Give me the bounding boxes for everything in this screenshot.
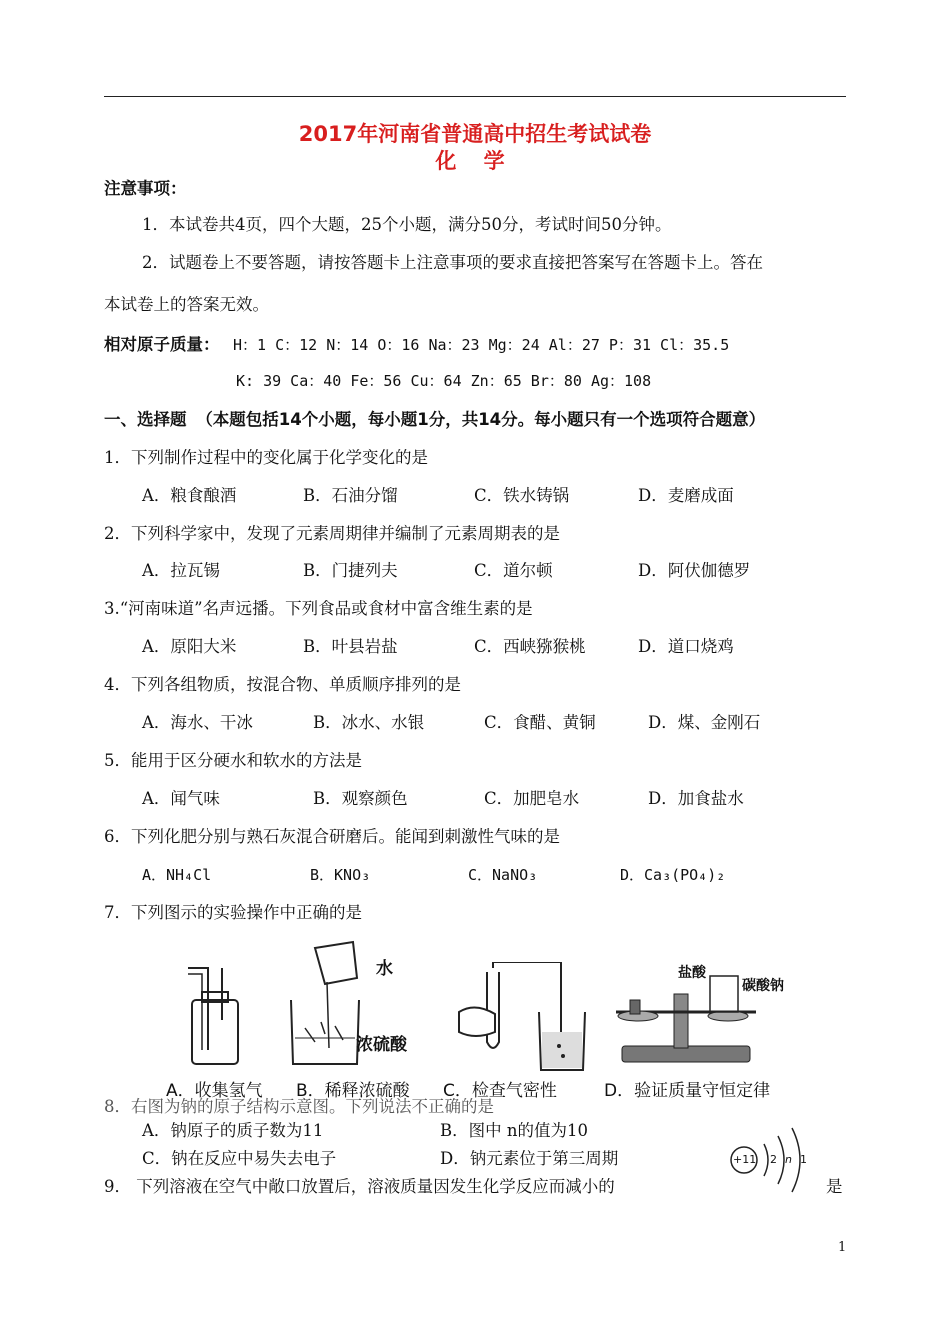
q4-option-a: A．海水、干冰: [142, 713, 253, 732]
q5-option-b: B．观察颜色: [313, 789, 408, 808]
q7-option-c: C．检查气密性: [443, 1081, 557, 1101]
q1-option-b: B．石油分馏: [303, 486, 398, 505]
q2-option-a: A．拉瓦锡: [142, 561, 220, 580]
q5-stem: 5．能用于区分硬水和软水的方法是: [104, 751, 362, 770]
balance-figure: [612, 968, 757, 1066]
q5-option-d: D．加食盐水: [648, 789, 744, 808]
q8-option-d: D．钠元素位于第三周期: [440, 1149, 619, 1168]
q6-option-d: D．Ca₃(PO₄)₂: [620, 866, 726, 884]
q2-option-c: C．道尔顿: [474, 561, 553, 580]
q5-option-a: A．闻气味: [142, 789, 220, 808]
q7-option-b: B．稀释浓硫酸: [296, 1081, 410, 1101]
q4-option-c: C．食醋、黄铜: [484, 713, 596, 732]
conc-acid-label: 浓硫酸: [356, 1035, 407, 1055]
q3-option-c: C．西峡猕猴桃: [474, 637, 586, 656]
gas-bottle-figure: [180, 960, 250, 1070]
q8-option-c: C．钠在反应中易失去电子: [142, 1149, 337, 1168]
notice-item-2-line1: 2．试题卷上不要答题，请按答题卡上注意事项的要求直接把答案写在答题卡上。答在: [142, 253, 763, 272]
q6-option-b: B．KNO₃: [310, 866, 371, 884]
section1-note: （本题包括14个小题，每小题1分，共14分。每小题只有一个选项符合题意）: [196, 410, 766, 429]
atomic-mass-label: 相对原子质量：: [104, 335, 220, 354]
airtight-check-figure: [455, 962, 590, 1072]
q9-stem: 9． 下列溶液在空气中敞口放置后，溶液质量因发生化学反应而减小的: [104, 1177, 615, 1196]
shell1-label: 2: [770, 1153, 777, 1166]
q8-option-b: B．图中 n的值为10: [440, 1121, 588, 1140]
atomic-mass-line1: H：1 C：12 N：14 O：16 Na：23 Mg：24 Al：27 P：31 Cl：35.5: [233, 336, 730, 354]
q1-option-d: D．麦磨成面: [638, 486, 734, 505]
q7-stem: 7．下列图示的实验操作中正确的是: [104, 903, 362, 922]
notice-item-2-line2: 本试卷上的答案无效。: [104, 295, 269, 314]
q1-option-a: A．粮食酿酒: [142, 486, 237, 505]
notice-item-1: 1．本试卷共4页，四个大题，25个小题，满分50分，考试时间50分钟。: [142, 215, 672, 234]
q7-option-d: D．验证质量守恒定律: [604, 1081, 771, 1101]
exam-title: 2017年河南省普通高中招生考试试卷: [298, 122, 652, 146]
q3-option-d: D．道口烧鸡: [638, 637, 734, 656]
q3-option-b: B．叶县岩盐: [303, 637, 398, 656]
nucleus-label: +11: [733, 1153, 757, 1166]
section1-title: 一、选择题: [104, 410, 187, 429]
q8-option-a: A．钠原子的质子数为11: [142, 1121, 324, 1140]
q5-option-c: C．加肥皂水: [484, 789, 580, 808]
q4-stem: 4．下列各组物质，按混合物、单质顺序排列的是: [104, 675, 461, 694]
q8-stem: 8．右图为钠的原子结构示意图。下列说法不正确的是: [104, 1097, 494, 1116]
shell3-label: 1: [800, 1153, 807, 1166]
q7-option-a: A．收集氢气: [166, 1081, 263, 1101]
q2-option-d: D．阿伏伽德罗: [638, 561, 751, 580]
q6-stem: 6．下列化肥分别与熟石灰混合研磨后。能闻到刺激性气味的是: [104, 827, 560, 846]
page-number: 1: [838, 1240, 847, 1255]
q1-stem: 1．下列制作过程中的变化属于化学变化的是: [104, 448, 428, 467]
water-label: 水: [376, 959, 393, 979]
subject-title: 化 学: [435, 149, 515, 173]
q3-option-a: A．原阳大米: [142, 637, 237, 656]
q6-option-a: A．NH₄Cl: [142, 866, 212, 884]
atomic-mass-line2: K: 39 Ca：40 Fe：56 Cu：64 Zn：65 Br：80 Ag：108: [236, 372, 652, 390]
q1-option-c: C．铁水铸锅: [474, 486, 570, 505]
hcl-label: 盐酸: [678, 965, 706, 981]
header-rule: [104, 96, 846, 97]
q3-stem: 3.“河南味道”名声远播。下列食品或食材中富含维生素的是: [104, 599, 533, 618]
q2-option-b: B．门捷列夫: [303, 561, 398, 580]
q4-option-d: D．煤、金刚石: [648, 713, 761, 732]
section1-heading: [104, 409, 765, 431]
q2-stem: 2．下列科学家中，发现了元素周期律并编制了元素周期表的是: [104, 524, 560, 543]
q9-stem-end: 是: [826, 1177, 843, 1196]
shell2-label: n: [785, 1153, 792, 1166]
q6-option-c: C．NaNO₃: [468, 866, 538, 884]
q4-option-b: B．冰水、水银: [313, 713, 425, 732]
notice-heading: 注意事项：: [104, 179, 187, 198]
na2co3-label: 碳酸钠: [742, 978, 784, 994]
